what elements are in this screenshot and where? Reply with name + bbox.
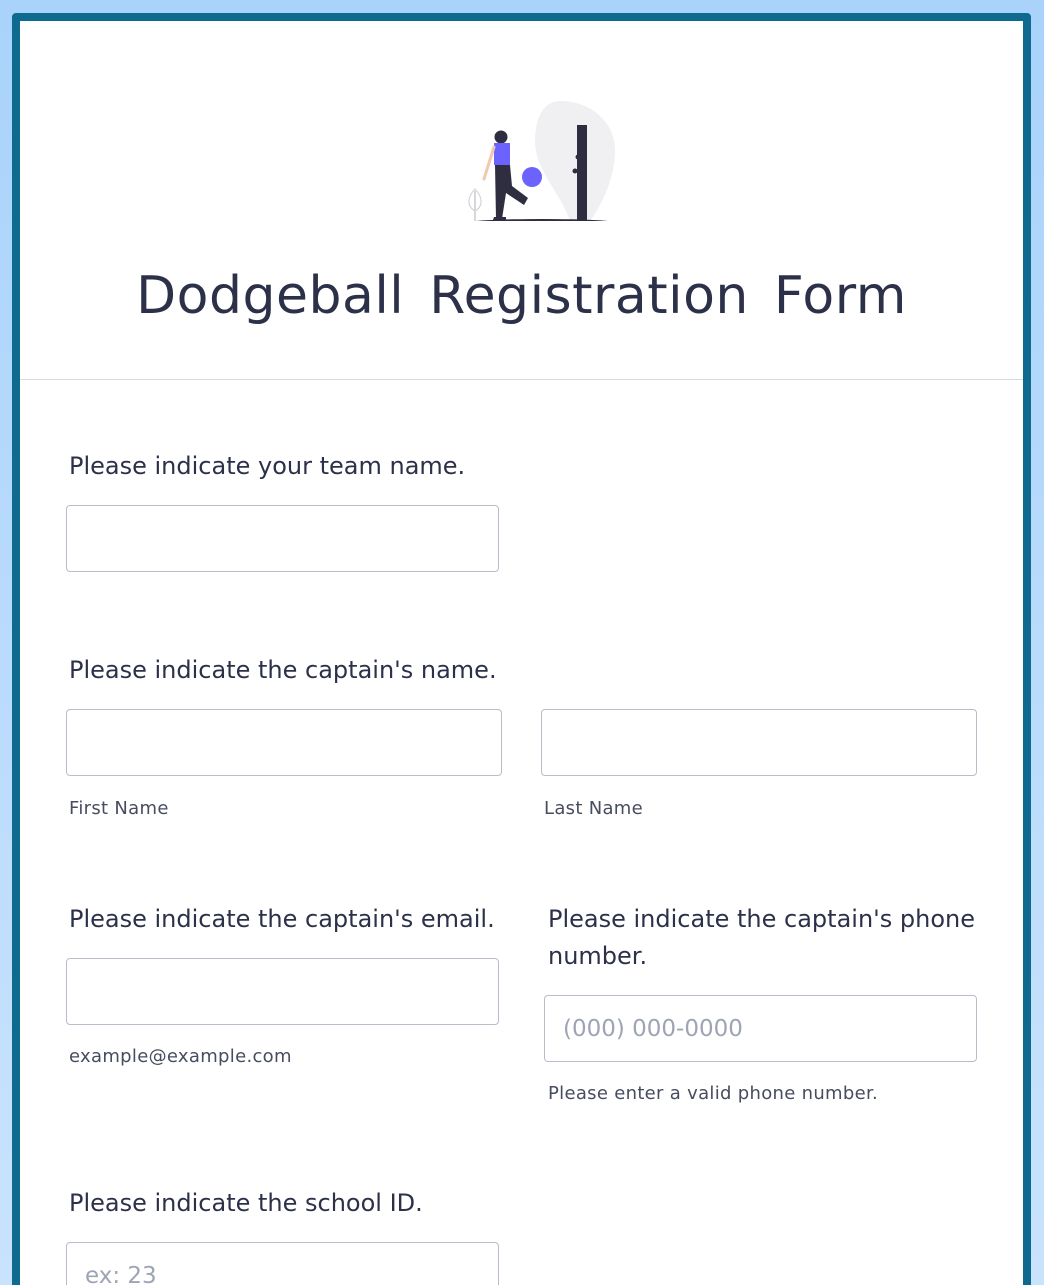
captain-phone-input[interactable] [544,995,977,1062]
dodgeball-player-illustration-icon [440,81,620,221]
captain-name-label: Please indicate the captain's name. [69,656,497,684]
email-sublabel: example@example.com [69,1046,292,1067]
captain-phone-label: Please indicate the captain's phone number. [548,905,975,970]
team-name-label: Please indicate your team name. [69,452,466,480]
school-id-input[interactable] [66,1242,499,1285]
phone-sublabel: Please enter a valid phone number. [548,1083,879,1104]
form-header [20,21,1023,380]
team-name-input[interactable] [66,505,499,572]
captain-email-label: Please indicate the captain's email. [69,905,495,933]
form-title: Dodgeball Registration Form [136,266,907,326]
school-id-label: Please indicate the school ID. [69,1189,423,1217]
form-container [12,13,1031,1285]
captain-email-input[interactable] [66,958,499,1025]
captain-first-name-input[interactable] [66,709,502,776]
captain-last-name-input[interactable] [541,709,977,776]
last-name-sublabel: Last Name [544,798,644,819]
first-name-sublabel: First Name [69,798,169,819]
